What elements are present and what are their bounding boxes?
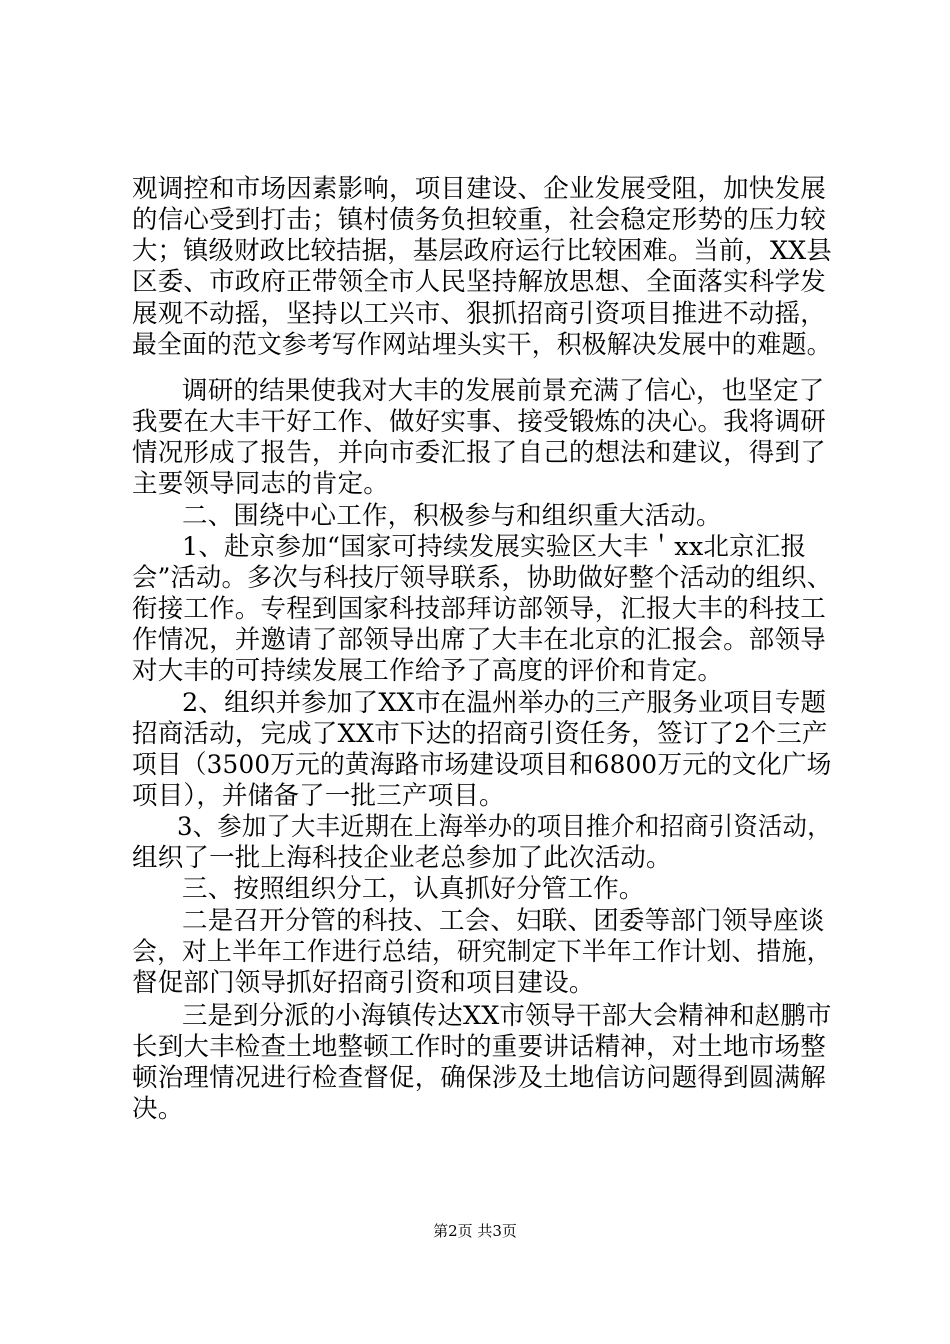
section-heading: 三、按照组织分工，认真抓好分管工作。 [182, 874, 645, 905]
text-line: 大；镇级财政比较拮据，基层政府运行比较困难。当前，XX县 [132, 236, 832, 267]
text-line: 决。 [132, 1094, 184, 1125]
text-line: 项目），并储备了一批三产项目。 [132, 780, 505, 811]
text-line: 对大丰的可持续发展工作给予了高度的评价和肯定。 [132, 656, 724, 687]
text-line: 会”活动。多次与科技厅领导联系，协助做好整个活动的组织、 [132, 562, 833, 593]
text-line: 会，对上半年工作进行总结，研究制定下半年工作计划、措施， [132, 936, 832, 967]
text-line: 招商活动，完成了XX市下达的招商引资任务，签订了2个三产 [132, 718, 828, 749]
text-line: 二是召开分管的科技、工会、妇联、团委等部门领导座谈 [182, 905, 825, 936]
section-heading: 二、围绕中心工作，积极参与和组织重大活动。 [182, 500, 722, 531]
text-line: 督促部门领导抓好招商引资和项目建设。 [132, 967, 595, 998]
text-line: 衔接工作。专程到国家科技部拜访部领导，汇报大丰的科技工 [132, 594, 826, 625]
text-line: 调研的结果使我对大丰的发展前景充满了信心，也坚定了 [182, 376, 825, 407]
text-line: 作情况，并邀请了部领导出席了大丰在北京的汇报会。部领导 [132, 625, 826, 656]
text-line: 的信心受到打击；镇村债务负担较重，社会稳定形势的压力较 [132, 205, 826, 236]
text-line: 3、参加了大丰近期在上海举办的项目推介和招商引资活动， [177, 812, 832, 843]
text-line: 三是到分派的小海镇传达XX市领导干部大会精神和赵鹏市 [182, 1000, 832, 1031]
page-footer: 第2页 共3页 [433, 1222, 517, 1240]
text-line: 最全面的范文参考写作网站埋头实干，积极解决发展中的难题。 [132, 329, 832, 360]
text-line: 区委、市政府正带领全市人民坚持解放思想、全面落实科学发 [132, 267, 826, 298]
text-line: 2、组织并参加了XX市在温州举办的三产服务业项目专题 [182, 687, 827, 718]
text-line: 情况形成了报告，并向市委汇报了自己的想法和建议，得到了 [132, 438, 826, 469]
text-line: 顿治理情况进行检查督促，确保涉及土地信访问题得到圆满解 [132, 1063, 826, 1094]
text-line: 长到大丰检查土地整顿工作时的重要讲话精神，对土地市场整 [132, 1031, 826, 1062]
text-line: 组织了一批上海科技企业老总参加了此次活动。 [132, 843, 672, 874]
text-line: 观调控和市场因素影响，项目建设、企业发展受阻，加快发展 [132, 174, 826, 204]
text-line: 展观不动摇，坚持以工兴市、狠抓招商引资项目推进不动摇， [132, 298, 826, 329]
text-line: 项目（3500万元的黄海路市场建设项目和6800万元的文化广场 [132, 749, 832, 780]
text-line: 主要领导同志的肯定。 [132, 469, 390, 500]
text-line: 1、赴京参加“国家可持续发展实验区大丰＇xx北京汇报 [182, 531, 807, 562]
text-line: 我要在大丰干好工作、做好实事、接受锻炼的决心。我将调研 [132, 407, 826, 438]
